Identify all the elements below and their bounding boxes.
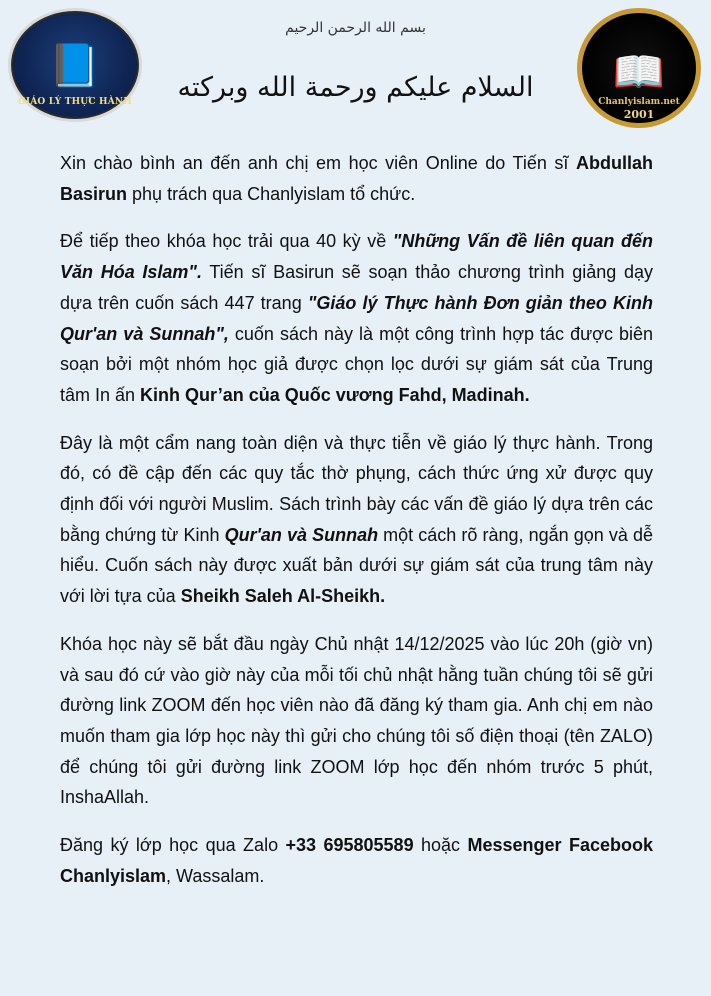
book-icon: 📘 (48, 41, 102, 90)
paragraph-3 (60, 428, 653, 612)
greeting: السلام عليكم ورحمة الله وبركته (177, 72, 534, 103)
document-body (60, 148, 653, 908)
p3-bold-1: Sheikh Saleh Al-Sheikh. (180, 586, 386, 607)
p3-bold-italic-1: Qur'an và Sunnah (224, 524, 379, 545)
p5-text-2: hoặc (413, 835, 468, 856)
paragraph-4 (60, 629, 653, 813)
p3-text-1: Đây là một cẩm nang toàn diện và thực tiễn về giáo lý thực hành. Trong đó, có đề cập đến các quy tắc thờ phụng, cách thức ứng xử được quy định đối với người Muslim. Sách trình bày các vấn đề giáo lý dựa trên các bằng chứng từ Kinh (60, 432, 653, 545)
p5-text-3: , Wassalam. (166, 865, 265, 886)
left-logo-caption: GIÁO LÝ THỰC HÀNH (17, 97, 133, 107)
p2-bold-italic-2: "Giáo lý Thực hành Đơn giản theo Kinh Qur'an và Sunnah", (60, 292, 653, 344)
basmala: بسم الله الرحمن الرحيم (285, 20, 426, 36)
right-logo-caption: Chanlyislam.net (598, 97, 680, 107)
p1-bold-1: Abdullah Basirun (60, 153, 653, 204)
header (0, 0, 711, 140)
right-logo-year: 2001 (623, 108, 655, 121)
p5-text-1: Đăng ký lớp học qua Zalo (60, 835, 286, 856)
p2-text-3: cuốn sách này là một công trình hợp tác được biên soạn bởi một nhóm học giả được chọn lọc dưới sự giám sát của Trung tâm In ấn (60, 323, 653, 405)
paragraph-2 (60, 226, 653, 410)
p2-text-2: Tiến sĩ Basirun sẽ soạn thảo chương trình giảng dạy dựa trên cuốn sách 447 trang (60, 262, 653, 313)
paragraph-1 (60, 148, 653, 209)
p4-text-1: Khóa học này sẽ bắt đầu ngày Chủ nhật 14/12/2025 vào lúc 20h (giờ vn) và sau đó cứ vào giờ này của mỗi tối chủ nhật hằng tuần chúng tôi sẽ gửi đường link ZOOM đến học viên nào đã đăng ký tham gia. Anh chị em nào muốn tham gia lớp học này thì gửi cho chúng tôi số điện thoại (tên ZALO) để chúng tôi gửi đường link ZOOM lớp học đến nhóm trước 5 phút, InshaAllah. (60, 633, 653, 808)
p5-bold-1: +33 695805589 (285, 835, 414, 856)
paragraph-5 (60, 830, 653, 891)
right-logo (577, 8, 701, 128)
p1-text-2: phụ trách qua Chanlyislam tổ chức. (127, 183, 416, 204)
p1-text-1: Xin chào bình an đến anh chị em học viên Online do Tiến sĩ (60, 153, 576, 173)
book-icon: 📖 (612, 47, 666, 96)
p3-text-2: một cách rõ ràng, ngắn gọn và dễ hiểu. Cuốn sách này được xuất bản dưới sự giám sát của trung tâm này với lời tựa của (60, 524, 653, 607)
p2-text-1: Để tiếp theo khóa học trải qua 40 kỳ về (60, 231, 393, 252)
p5-bold-2: Messenger Facebook Chanlyislam (60, 835, 653, 886)
p2-bold-italic-1: "Những Vấn đề liên quan đến Văn Hóa Islam". (60, 231, 653, 283)
p2-bold-1: Kinh Qur’an của Quốc vương Fahd, Madinah. (140, 384, 530, 405)
